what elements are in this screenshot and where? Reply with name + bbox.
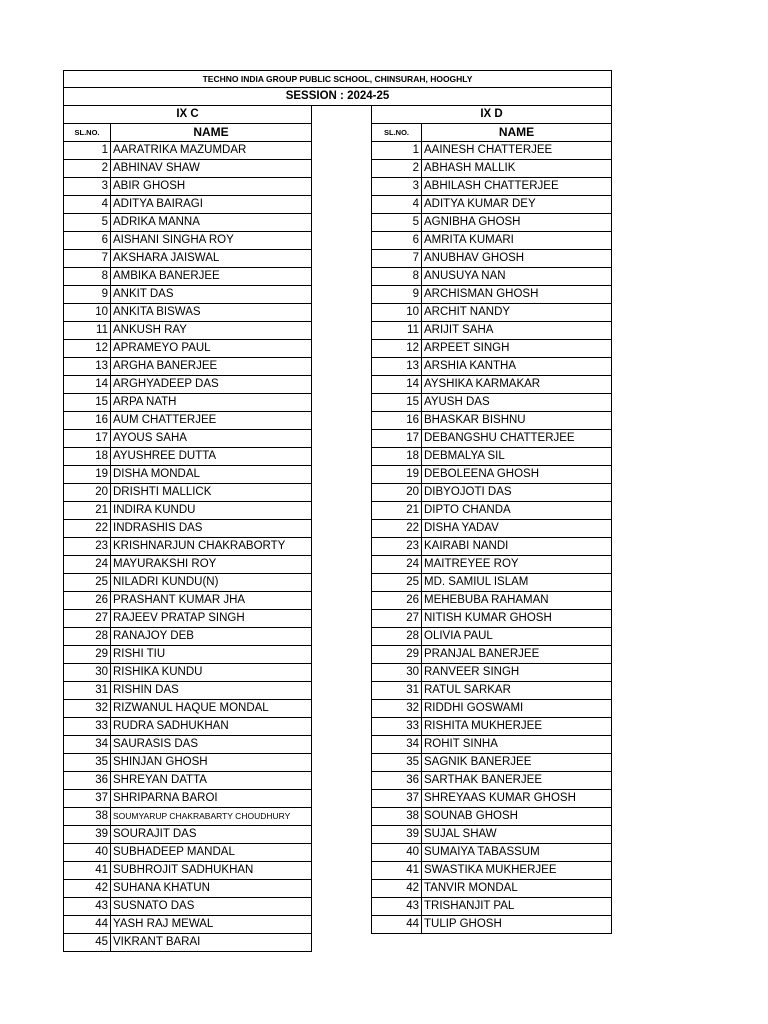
student-name: MEHEBUBA RAHAMAN xyxy=(422,592,612,610)
serial-number: 21 xyxy=(371,502,422,520)
serial-number: 33 xyxy=(371,718,422,736)
student-name: AUM CHATTERJEE xyxy=(111,412,312,430)
table-row xyxy=(63,934,312,952)
section-divider xyxy=(371,106,372,142)
serial-number: 42 xyxy=(371,880,422,898)
student-name: AKSHARA JAISWAL xyxy=(111,250,312,268)
table-row xyxy=(371,826,612,844)
student-name: NILADRI KUNDU(N) xyxy=(111,574,312,592)
serial-number: 30 xyxy=(371,664,422,682)
table-row xyxy=(63,448,312,466)
serial-number: 27 xyxy=(371,610,422,628)
serial-number: 39 xyxy=(63,826,111,844)
table-row xyxy=(371,754,612,772)
student-name: DEBANGSHU CHATTERJEE xyxy=(422,430,612,448)
serial-number: 18 xyxy=(371,448,422,466)
table-row xyxy=(371,394,612,412)
class-header-ix-d: IX D xyxy=(371,106,612,124)
table-row xyxy=(63,304,312,322)
table-row xyxy=(371,808,612,826)
table-row xyxy=(371,862,612,880)
student-name: DISHA MONDAL xyxy=(111,466,312,484)
column-header-ix-d xyxy=(371,124,612,142)
student-name: SOUNAB GHOSH xyxy=(422,808,612,826)
serial-number: 2 xyxy=(63,160,111,178)
table-row xyxy=(371,466,612,484)
table-row xyxy=(63,862,312,880)
section-divider xyxy=(311,106,312,142)
table-row xyxy=(63,466,312,484)
table-row xyxy=(63,790,312,808)
table-row xyxy=(63,700,312,718)
serial-number: 43 xyxy=(371,898,422,916)
student-name: ABHINAV SHAW xyxy=(111,160,312,178)
serial-number: 14 xyxy=(63,376,111,394)
table-row xyxy=(371,574,612,592)
serial-number: 11 xyxy=(371,322,422,340)
student-name: SUBHADEEP MANDAL xyxy=(111,844,312,862)
table-row xyxy=(63,718,312,736)
table-row xyxy=(63,394,312,412)
serial-number: 25 xyxy=(371,574,422,592)
student-name: OLIVIA PAUL xyxy=(422,628,612,646)
serial-number: 19 xyxy=(371,466,422,484)
table-row xyxy=(63,214,312,232)
student-name: DEBMALYA SIL xyxy=(422,448,612,466)
table-row xyxy=(371,358,612,376)
serial-number: 30 xyxy=(63,664,111,682)
serial-number: 3 xyxy=(63,178,111,196)
table-row xyxy=(371,610,612,628)
name-header: NAME xyxy=(111,124,312,142)
table-row xyxy=(63,376,312,394)
table-row xyxy=(371,664,612,682)
table-row xyxy=(371,430,612,448)
serial-number: 6 xyxy=(63,232,111,250)
table-row xyxy=(371,916,612,934)
serial-number: 43 xyxy=(63,898,111,916)
serial-number: 26 xyxy=(371,592,422,610)
class-header-ix-c: IX C xyxy=(63,106,312,124)
table-row xyxy=(371,880,612,898)
serial-number: 44 xyxy=(371,916,422,934)
table-row xyxy=(371,484,612,502)
school-title: TECHNO INDIA GROUP PUBLIC SCHOOL, CHINSURAH, HOOGHLY xyxy=(63,70,612,88)
serial-number: 45 xyxy=(63,934,111,952)
student-name: ABIR GHOSH xyxy=(111,178,312,196)
student-name: AMBIKA BANERJEE xyxy=(111,268,312,286)
student-name: AYUSH DAS xyxy=(422,394,612,412)
student-name: SAGNIK BANERJEE xyxy=(422,754,612,772)
table-row xyxy=(63,430,312,448)
serial-number: 24 xyxy=(371,556,422,574)
student-name: VIKRANT BARAI xyxy=(111,934,312,952)
serial-number: 5 xyxy=(63,214,111,232)
student-name: SOURAJIT DAS xyxy=(111,826,312,844)
student-name: SUHANA KHATUN xyxy=(111,880,312,898)
serial-number: 37 xyxy=(63,790,111,808)
table-row xyxy=(371,682,612,700)
sl-no-header: SL.NO. xyxy=(63,124,111,142)
student-name: KRISHNARJUN CHAKRABORTY xyxy=(111,538,312,556)
student-name: INDIRA KUNDU xyxy=(111,502,312,520)
serial-number: 23 xyxy=(371,538,422,556)
table-row xyxy=(371,628,612,646)
student-name: RIZWANUL HAQUE MONDAL xyxy=(111,700,312,718)
serial-number: 32 xyxy=(371,700,422,718)
serial-number: 35 xyxy=(63,754,111,772)
student-name: AARATRIKA MAZUMDAR xyxy=(111,142,312,160)
serial-number: 16 xyxy=(371,412,422,430)
student-name: ROHIT SINHA xyxy=(422,736,612,754)
serial-number: 35 xyxy=(371,754,422,772)
table-row xyxy=(63,250,312,268)
student-name: MD. SAMIUL ISLAM xyxy=(422,574,612,592)
table-row xyxy=(63,772,312,790)
student-name: NITISH KUMAR GHOSH xyxy=(422,610,612,628)
serial-number: 8 xyxy=(371,268,422,286)
table-row xyxy=(63,736,312,754)
table-row xyxy=(63,160,312,178)
student-name: DIPTO CHANDA xyxy=(422,502,612,520)
serial-number: 5 xyxy=(371,214,422,232)
table-row xyxy=(371,898,612,916)
sl-no-header: SL.NO. xyxy=(371,124,422,142)
table-row xyxy=(63,916,312,934)
table-row xyxy=(63,592,312,610)
student-name: RISHIKA KUNDU xyxy=(111,664,312,682)
serial-number: 17 xyxy=(371,430,422,448)
serial-number: 12 xyxy=(371,340,422,358)
table-row xyxy=(63,196,312,214)
student-name: RANAJOY DEB xyxy=(111,628,312,646)
student-name: SUBHROJIT SADHUKHAN xyxy=(111,862,312,880)
student-name: AMRITA KUMARI xyxy=(422,232,612,250)
student-name: SHREYAAS KUMAR GHOSH xyxy=(422,790,612,808)
serial-number: 15 xyxy=(371,394,422,412)
table-row xyxy=(371,142,612,160)
table-row xyxy=(63,358,312,376)
serial-number: 19 xyxy=(63,466,111,484)
student-name: SUSNATO DAS xyxy=(111,898,312,916)
serial-number: 27 xyxy=(63,610,111,628)
table-row xyxy=(63,880,312,898)
serial-number: 15 xyxy=(63,394,111,412)
student-name: AAINESH CHATTERJEE xyxy=(422,142,612,160)
serial-number: 38 xyxy=(63,808,111,826)
serial-number: 36 xyxy=(63,772,111,790)
student-name: ARCHISMAN GHOSH xyxy=(422,286,612,304)
table-row xyxy=(63,844,312,862)
table-row xyxy=(371,412,612,430)
student-name: DEBOLEENA GHOSH xyxy=(422,466,612,484)
student-name: SOUMYARUP CHAKRABARTY CHOUDHURY xyxy=(111,808,312,826)
table-row xyxy=(371,502,612,520)
student-name: DRISHTI MALLICK xyxy=(111,484,312,502)
serial-number: 23 xyxy=(63,538,111,556)
student-name: PRASHANT KUMAR JHA xyxy=(111,592,312,610)
student-name: ARCHIT NANDY xyxy=(422,304,612,322)
table-row xyxy=(371,718,612,736)
student-name: RUDRA SADHUKHAN xyxy=(111,718,312,736)
table-row xyxy=(63,412,312,430)
student-name: RIDDHI GOSWAMI xyxy=(422,700,612,718)
serial-number: 29 xyxy=(63,646,111,664)
student-name: SHREYAN DATTA xyxy=(111,772,312,790)
serial-number: 9 xyxy=(63,286,111,304)
serial-number: 10 xyxy=(371,304,422,322)
student-name: ARSHIA KANTHA xyxy=(422,358,612,376)
serial-number: 22 xyxy=(371,520,422,538)
student-name: RAJEEV PRATAP SINGH xyxy=(111,610,312,628)
student-name: RATUL SARKAR xyxy=(422,682,612,700)
table-row xyxy=(371,304,612,322)
student-name: ANKUSH RAY xyxy=(111,322,312,340)
student-name: ANKIT DAS xyxy=(111,286,312,304)
table-row xyxy=(63,232,312,250)
serial-number: 33 xyxy=(63,718,111,736)
student-name: ADITYA BAIRAGI xyxy=(111,196,312,214)
serial-number: 20 xyxy=(63,484,111,502)
table-row xyxy=(63,178,312,196)
serial-number: 9 xyxy=(371,286,422,304)
table-row xyxy=(371,196,612,214)
serial-number: 17 xyxy=(63,430,111,448)
student-name: TANVIR MONDAL xyxy=(422,880,612,898)
table-row xyxy=(371,790,612,808)
serial-number: 16 xyxy=(63,412,111,430)
table-row xyxy=(63,322,312,340)
serial-number: 13 xyxy=(63,358,111,376)
serial-number: 1 xyxy=(371,142,422,160)
table-row xyxy=(371,592,612,610)
serial-number: 26 xyxy=(63,592,111,610)
table-row xyxy=(371,556,612,574)
serial-number: 7 xyxy=(63,250,111,268)
student-name: INDRASHIS DAS xyxy=(111,520,312,538)
student-name: ANUBHAV GHOSH xyxy=(422,250,612,268)
table-row xyxy=(63,574,312,592)
student-name: YASH RAJ MEWAL xyxy=(111,916,312,934)
student-name: ARPEET SINGH xyxy=(422,340,612,358)
table-row xyxy=(371,160,612,178)
table-row xyxy=(63,538,312,556)
serial-number: 20 xyxy=(371,484,422,502)
student-name: ADITYA KUMAR DEY xyxy=(422,196,612,214)
serial-number: 29 xyxy=(371,646,422,664)
student-name: AYUSHREE DUTTA xyxy=(111,448,312,466)
serial-number: 21 xyxy=(63,502,111,520)
student-name: AYOUS SAHA xyxy=(111,430,312,448)
serial-number: 22 xyxy=(63,520,111,538)
table-row xyxy=(63,286,312,304)
table-row xyxy=(63,520,312,538)
student-name: ANUSUYA NAN xyxy=(422,268,612,286)
serial-number: 39 xyxy=(371,826,422,844)
serial-number: 10 xyxy=(63,304,111,322)
student-name: DISHA YADAV xyxy=(422,520,612,538)
serial-number: 6 xyxy=(371,232,422,250)
table-row xyxy=(63,268,312,286)
table-row xyxy=(371,268,612,286)
serial-number: 41 xyxy=(371,862,422,880)
student-name: SAURASIS DAS xyxy=(111,736,312,754)
serial-number: 37 xyxy=(371,790,422,808)
student-name: APRAMEYO PAUL xyxy=(111,340,312,358)
student-name: RISHIN DAS xyxy=(111,682,312,700)
table-row xyxy=(371,340,612,358)
table-row xyxy=(371,736,612,754)
serial-number: 24 xyxy=(63,556,111,574)
student-name: KAIRABI NANDI xyxy=(422,538,612,556)
student-name: ABHASH MALLIK xyxy=(422,160,612,178)
serial-number: 28 xyxy=(371,628,422,646)
table-row xyxy=(371,376,612,394)
serial-number: 18 xyxy=(63,448,111,466)
serial-number: 7 xyxy=(371,250,422,268)
student-name: TULIP GHOSH xyxy=(422,916,612,934)
serial-number: 13 xyxy=(371,358,422,376)
student-name: PRANJAL BANERJEE xyxy=(422,646,612,664)
table-row xyxy=(371,448,612,466)
table-row xyxy=(371,250,612,268)
table-row xyxy=(63,682,312,700)
table-row xyxy=(63,556,312,574)
column-header-ix-c xyxy=(63,124,312,142)
table-row xyxy=(371,520,612,538)
table-row xyxy=(63,628,312,646)
table-row xyxy=(63,754,312,772)
student-name: TRISHANJIT PAL xyxy=(422,898,612,916)
serial-number: 28 xyxy=(63,628,111,646)
table-row xyxy=(63,484,312,502)
serial-number: 8 xyxy=(63,268,111,286)
serial-number: 2 xyxy=(371,160,422,178)
serial-number: 25 xyxy=(63,574,111,592)
student-name: SUMAIYA TABASSUM xyxy=(422,844,612,862)
table-row xyxy=(371,844,612,862)
serial-number: 11 xyxy=(63,322,111,340)
student-name: AISHANI SINGHA ROY xyxy=(111,232,312,250)
student-name: ARPA NATH xyxy=(111,394,312,412)
table-row xyxy=(371,178,612,196)
serial-number: 32 xyxy=(63,700,111,718)
student-name: BHASKAR BISHNU xyxy=(422,412,612,430)
student-name: AYSHIKA KARMAKAR xyxy=(422,376,612,394)
serial-number: 31 xyxy=(63,682,111,700)
table-row xyxy=(371,232,612,250)
table-row xyxy=(63,808,312,826)
student-name: MAYURAKSHI ROY xyxy=(111,556,312,574)
table-row xyxy=(63,898,312,916)
serial-number: 42 xyxy=(63,880,111,898)
student-name: DIBYOJOTI DAS xyxy=(422,484,612,502)
serial-number: 41 xyxy=(63,862,111,880)
table-row xyxy=(63,664,312,682)
serial-number: 3 xyxy=(371,178,422,196)
table-row xyxy=(371,700,612,718)
student-name: ARGHYADEEP DAS xyxy=(111,376,312,394)
table-row xyxy=(63,826,312,844)
student-name: ARIJIT SAHA xyxy=(422,322,612,340)
table-row xyxy=(63,610,312,628)
table-row xyxy=(63,502,312,520)
student-name: SWASTIKA MUKHERJEE xyxy=(422,862,612,880)
table-row xyxy=(371,214,612,232)
student-name: RISHITA MUKHERJEE xyxy=(422,718,612,736)
table-row xyxy=(63,646,312,664)
serial-number: 31 xyxy=(371,682,422,700)
student-name: RISHI TIU xyxy=(111,646,312,664)
name-header: NAME xyxy=(422,124,612,142)
student-name: ABHILASH CHATTERJEE xyxy=(422,178,612,196)
serial-number: 40 xyxy=(63,844,111,862)
student-name: SHINJAN GHOSH xyxy=(111,754,312,772)
serial-number: 4 xyxy=(371,196,422,214)
serial-number: 44 xyxy=(63,916,111,934)
serial-number: 4 xyxy=(63,196,111,214)
student-name: SUJAL SHAW xyxy=(422,826,612,844)
student-name: ARGHA BANERJEE xyxy=(111,358,312,376)
serial-number: 1 xyxy=(63,142,111,160)
table-row xyxy=(63,340,312,358)
table-row xyxy=(371,772,612,790)
table-row xyxy=(371,538,612,556)
student-name: SARTHAK BANERJEE xyxy=(422,772,612,790)
serial-number: 34 xyxy=(371,736,422,754)
student-name: MAITREYEE ROY xyxy=(422,556,612,574)
serial-number: 12 xyxy=(63,340,111,358)
table-row xyxy=(371,286,612,304)
serial-number: 34 xyxy=(63,736,111,754)
serial-number: 14 xyxy=(371,376,422,394)
serial-number: 36 xyxy=(371,772,422,790)
student-name: ADRIKA MANNA xyxy=(111,214,312,232)
table-row xyxy=(371,646,612,664)
student-name: RANVEER SINGH xyxy=(422,664,612,682)
student-name: SHRIPARNA BAROI xyxy=(111,790,312,808)
serial-number: 40 xyxy=(371,844,422,862)
student-name: AGNIBHA GHOSH xyxy=(422,214,612,232)
serial-number: 38 xyxy=(371,808,422,826)
table-row xyxy=(63,142,312,160)
session-label: SESSION : 2024-25 xyxy=(63,88,612,106)
student-name: ANKITA BISWAS xyxy=(111,304,312,322)
table-row xyxy=(371,322,612,340)
